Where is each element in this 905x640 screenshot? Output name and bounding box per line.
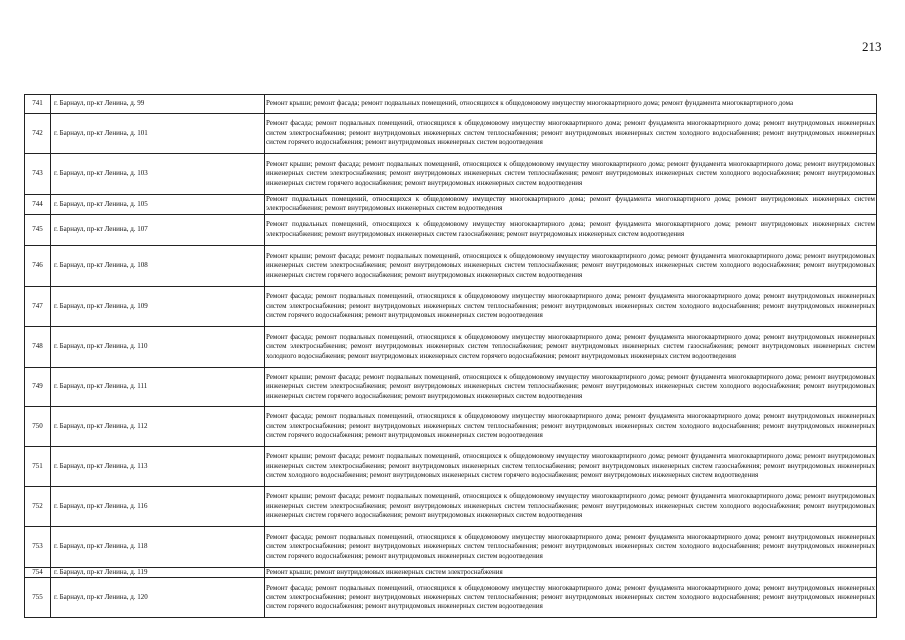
row-number: 748: [25, 326, 51, 367]
repair-registry-table: [24, 94, 877, 618]
table-row: [25, 195, 877, 215]
page-number: 213: [862, 39, 882, 54]
row-number: 755: [25, 578, 51, 618]
table-row: [25, 578, 877, 618]
row-address: г. Барнаул, пр-кт Ленина, д. 112: [51, 406, 265, 446]
row-address: г. Барнаул, пр-кт Ленина, д. 120: [51, 578, 265, 618]
row-number: 747: [25, 286, 51, 326]
row-address: г. Барнаул, пр-кт Ленина, д. 109: [51, 286, 265, 326]
row-address: г. Барнаул, пр-кт Ленина, д. 111: [51, 367, 265, 406]
row-works: Ремонт фасада; ремонт подвальных помещений, относящихся к общедомовому имуществу многоквартирного дома; ремонт фундамента многоквартирного дома; ремонт внутридомовых инженерных систем электроснабжения; ремонт внутридомовых инженерных систем теплоснабжения; ремонт внутридомовых инженерных систем газоснабжения; ремонт внутридомовых инженерных систем холодного водоснабжения; ремонт внутридомовых инженерных систем горячего водоснабжения; ремонт внутридомовых инженерных систем водоотведения: [265, 326, 877, 367]
row-address: г. Барнаул, пр-кт Ленина, д. 105: [51, 195, 265, 215]
row-address: г. Барнаул, пр-кт Ленина, д. 118: [51, 526, 265, 567]
row-address: г. Барнаул, пр-кт Ленина, д. 101: [51, 114, 265, 154]
row-works: Ремонт крыши; ремонт фасада; ремонт подвальных помещений, относящихся к общедомовому имуществу многоквартирного дома; ремонт фундамента многоквартирного дома; ремонт внутридомовых инженерных систем электроснабжения; ремонт внутридомовых инженерных систем теплоснабжения; ремонт внутридомовых инженерных систем холодного водоснабжения; ремонт внутридомовых инженерных систем горячего водоснабжения; ремонт внутридомовых инженерных систем водоотведения: [265, 486, 877, 526]
row-works: Ремонт крыши; ремонт внутридомовых инженерных систем электроснабжения: [265, 567, 877, 577]
row-works: Ремонт фасада; ремонт подвальных помещений, относящихся к общедомовому имуществу многоквартирного дома; ремонт фундамента многоквартирного дома; ремонт внутридомовых инженерных систем электроснабжения; ремонт внутридомовых инженерных систем теплоснабжения; ремонт внутридомовых инженерных систем холодного водоснабжения; ремонт внутридомовых инженерных систем горячего водоснабжения; ремонт внутридомовых инженерных систем водоотведения: [265, 526, 877, 567]
table-row: [25, 326, 877, 367]
row-works: Ремонт фасада; ремонт подвальных помещений, относящихся к общедомовому имуществу многоквартирного дома; ремонт фундамента многоквартирного дома; ремонт внутридомовых инженерных систем электроснабжения; ремонт внутридомовых инженерных систем теплоснабжения; ремонт внутридомовых инженерных систем холодного водоснабжения; ремонт внутридомовых инженерных систем горячего водоснабжения; ремонт внутридомовых инженерных систем водоотведения: [265, 114, 877, 154]
row-number: 750: [25, 406, 51, 446]
row-address: г. Барнаул, пр-кт Ленина, д. 110: [51, 326, 265, 367]
table-row: [25, 95, 877, 114]
row-address: г. Барнаул, пр-кт Ленина, д. 103: [51, 154, 265, 195]
row-works: Ремонт фасада; ремонт подвальных помещений, относящихся к общедомовому имуществу многоквартирного дома; ремонт фундамента многоквартирного дома; ремонт внутридомовых инженерных систем электроснабжения; ремонт внутридомовых инженерных систем теплоснабжения; ремонт внутридомовых инженерных систем холодного водоснабжения; ремонт внутридомовых инженерных систем горячего водоснабжения; ремонт внутридомовых инженерных систем водоотведения: [265, 578, 877, 618]
table-row: [25, 526, 877, 567]
row-address: г. Барнаул, пр-кт Ленина, д. 113: [51, 446, 265, 486]
row-works: Ремонт крыши; ремонт фасада; ремонт подвальных помещений, относящихся к общедомовому имуществу многоквартирного дома; ремонт фундамента многоквартирного дома; ремонт внутридомовых инженерных систем электроснабжения; ремонт внутридомовых инженерных систем теплоснабжения; ремонт внутридомовых инженерных систем холодного водоснабжения; ремонт внутридомовых инженерных систем горячего водоснабжения; ремонт внутридомовых инженерных систем водоотведения: [265, 367, 877, 406]
row-number: 753: [25, 526, 51, 567]
row-works: Ремонт фасада; ремонт подвальных помещений, относящихся к общедомовому имуществу многоквартирного дома; ремонт фундамента многоквартирного дома; ремонт внутридомовых инженерных систем электроснабжения; ремонт внутридомовых инженерных систем теплоснабжения; ремонт внутридомовых инженерных систем холодного водоснабжения; ремонт внутридомовых инженерных систем горячего водоснабжения; ремонт внутридомовых инженерных систем водоотведения: [265, 286, 877, 326]
table-row: [25, 567, 877, 577]
row-number: 741: [25, 95, 51, 114]
row-number: 746: [25, 245, 51, 286]
row-number: 744: [25, 195, 51, 215]
row-works: Ремонт крыши; ремонт фасада; ремонт подвальных помещений, относящихся к общедомовому имуществу многоквартирного дома; ремонт фундамента многоквартирного дома: [265, 95, 877, 114]
table-row: [25, 154, 877, 195]
row-number: 745: [25, 214, 51, 245]
table-row: [25, 214, 877, 245]
row-number: 749: [25, 367, 51, 406]
row-works: Ремонт подвальных помещений, относящихся к общедомовому имуществу многоквартирного дома; ремонт фундамента многоквартирного дома; ремонт внутридомовых инженерных систем электроснабжения; ремонт внутридомовых инженерных систем газоснабжения; ремонт внутридомовых инженерных систем водоотведения: [265, 214, 877, 245]
row-works: Ремонт крыши; ремонт фасада; ремонт подвальных помещений, относящихся к общедомовому имуществу многоквартирного дома; ремонт фундамента многоквартирного дома; ремонт внутридомовых инженерных систем электроснабжения; ремонт внутридомовых инженерных систем теплоснабжения; ремонт внутридомовых инженерных систем газоснабжения; ремонт внутридомовых инженерных систем холодного водоснабжения; ремонт внутридомовых инженерных систем горячего водоснабжения; ремонт внутридомовых инженерных систем водоотведения: [265, 446, 877, 486]
table-row: [25, 486, 877, 526]
row-number: 752: [25, 486, 51, 526]
row-works: Ремонт крыши; ремонт фасада; ремонт подвальных помещений, относящихся к общедомовому имуществу многоквартирного дома; ремонт фундамента многоквартирного дома; ремонт внутридомовых инженерных систем электроснабжения; ремонт внутридомовых инженерных систем теплоснабжения; ремонт внутридомовых инженерных систем холодного водоснабжения; ремонт внутридомовых инженерных систем горячего водоснабжения; ремонт внутридомовых инженерных систем водоотведения: [265, 154, 877, 195]
table-row: [25, 367, 877, 406]
row-address: г. Барнаул, пр-кт Ленина, д. 107: [51, 214, 265, 245]
row-works: Ремонт крыши; ремонт фасада; ремонт подвальных помещений, относящихся к общедомовому имуществу многоквартирного дома; ремонт фундамента многоквартирного дома; ремонт внутридомовых инженерных систем электроснабжения; ремонт внутридомовых инженерных систем теплоснабжения; ремонт внутридомовых инженерных систем холодного водоснабжения; ремонт внутридомовых инженерных систем горячего водоснабжения; ремонт внутридомовых инженерных систем водоотведения: [265, 245, 877, 286]
row-number: 754: [25, 567, 51, 577]
row-address: г. Барнаул, пр-кт Ленина, д. 99: [51, 95, 265, 114]
row-number: 742: [25, 114, 51, 154]
table-row: [25, 245, 877, 286]
row-address: г. Барнаул, пр-кт Ленина, д. 116: [51, 486, 265, 526]
row-works: Ремонт подвальных помещений, относящихся к общедомовому имуществу многоквартирного дома; ремонт фундамента многоквартирного дома; ремонт внутридомовых инженерных систем электроснабжения; ремонт внутридомовых инженерных систем водоотведения: [266, 195, 875, 213]
table-row: [25, 286, 877, 326]
row-works: Ремонт фасада; ремонт подвальных помещений, относящихся к общедомовому имуществу многоквартирного дома; ремонт фундамента многоквартирного дома; ремонт внутридомовых инженерных систем электроснабжения; ремонт внутридомовых инженерных систем теплоснабжения; ремонт внутридомовых инженерных систем холодного водоснабжения; ремонт внутридомовых инженерных систем горячего водоснабжения; ремонт внутридомовых инженерных систем водоотведения: [265, 406, 877, 446]
table-row: [25, 114, 877, 154]
row-number: 743: [25, 154, 51, 195]
row-number: 751: [25, 446, 51, 486]
table-row: [25, 446, 877, 486]
row-address: г. Барнаул, пр-кт Ленина, д. 108: [51, 245, 265, 286]
row-address: г. Барнаул, пр-кт Ленина, д. 119: [51, 567, 265, 577]
table-row: [25, 406, 877, 446]
